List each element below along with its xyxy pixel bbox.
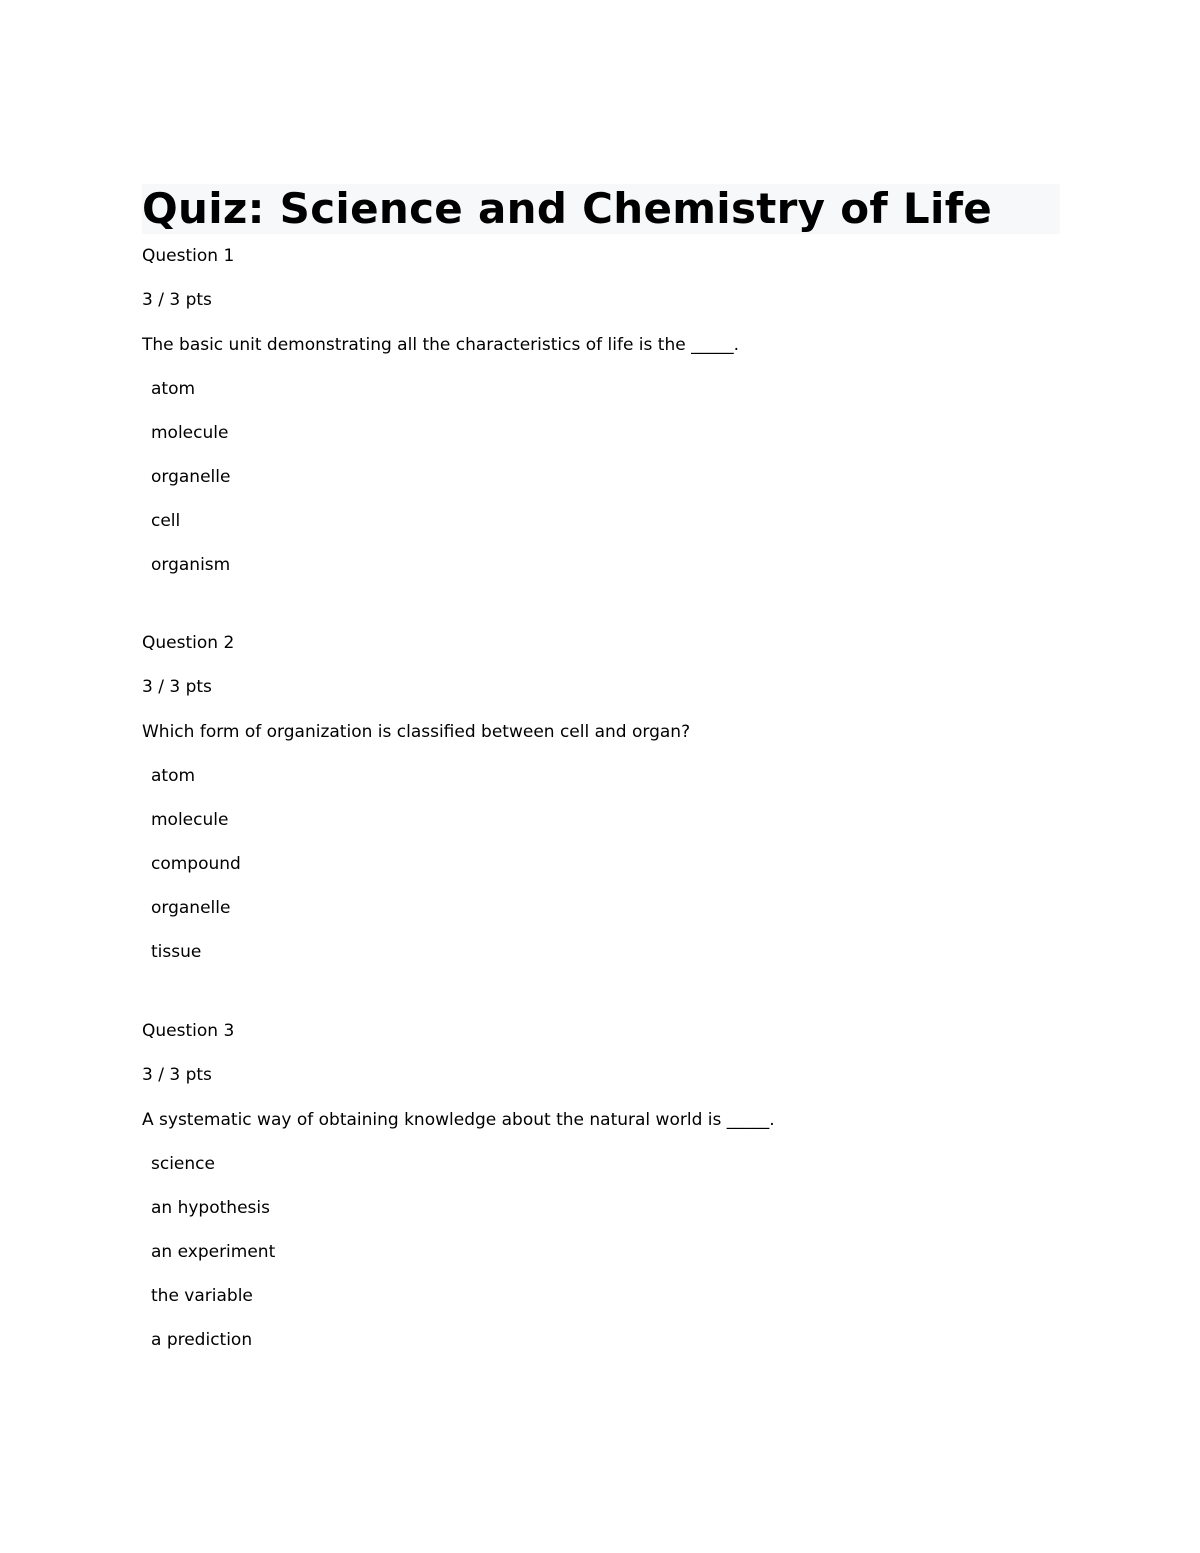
question-prompt: A systematic way of obtaining knowledge about the natural world is _____. [142,1110,775,1130]
answer-option[interactable]: molecule [151,810,229,830]
question-points: 3 / 3 pts [142,1065,212,1085]
question-prompt: Which form of organization is classified between cell and organ? [142,722,691,742]
answer-option[interactable]: organelle [151,898,231,918]
quiz-document [142,184,1060,1350]
answer-option[interactable]: tissue [151,942,202,962]
answer-option[interactable]: organism [151,555,231,575]
question-prompt: The basic unit demonstrating all the characteristics of life is the _____. [142,335,740,355]
answer-option[interactable]: cell [151,511,181,531]
question-1 [142,246,1060,575]
spacer [142,962,1060,1021]
answer-options [142,766,1060,962]
answer-option[interactable]: atom [151,766,196,786]
answer-option[interactable]: organelle [151,467,231,487]
answer-option[interactable]: molecule [151,423,229,443]
answer-options [142,1154,1060,1350]
question-2 [142,633,1060,962]
page-title: Quiz: Science and Chemistry of Life [142,184,993,233]
spacer [142,575,1060,633]
answer-option[interactable]: atom [151,379,196,399]
question-3 [142,1021,1060,1350]
answer-option[interactable]: an hypothesis [151,1198,270,1218]
answer-option[interactable]: compound [151,854,241,874]
question-label: Question 3 [142,1021,235,1041]
question-label: Question 2 [142,633,235,653]
question-label: Question 1 [142,246,235,266]
answer-options [142,379,1060,575]
answer-option[interactable]: an experiment [151,1242,276,1262]
question-points: 3 / 3 pts [142,290,212,310]
answer-option[interactable]: science [151,1154,215,1174]
answer-option[interactable]: a prediction [151,1330,253,1350]
answer-option[interactable]: the variable [151,1286,253,1306]
title-bar [142,184,1060,234]
question-points: 3 / 3 pts [142,677,212,697]
